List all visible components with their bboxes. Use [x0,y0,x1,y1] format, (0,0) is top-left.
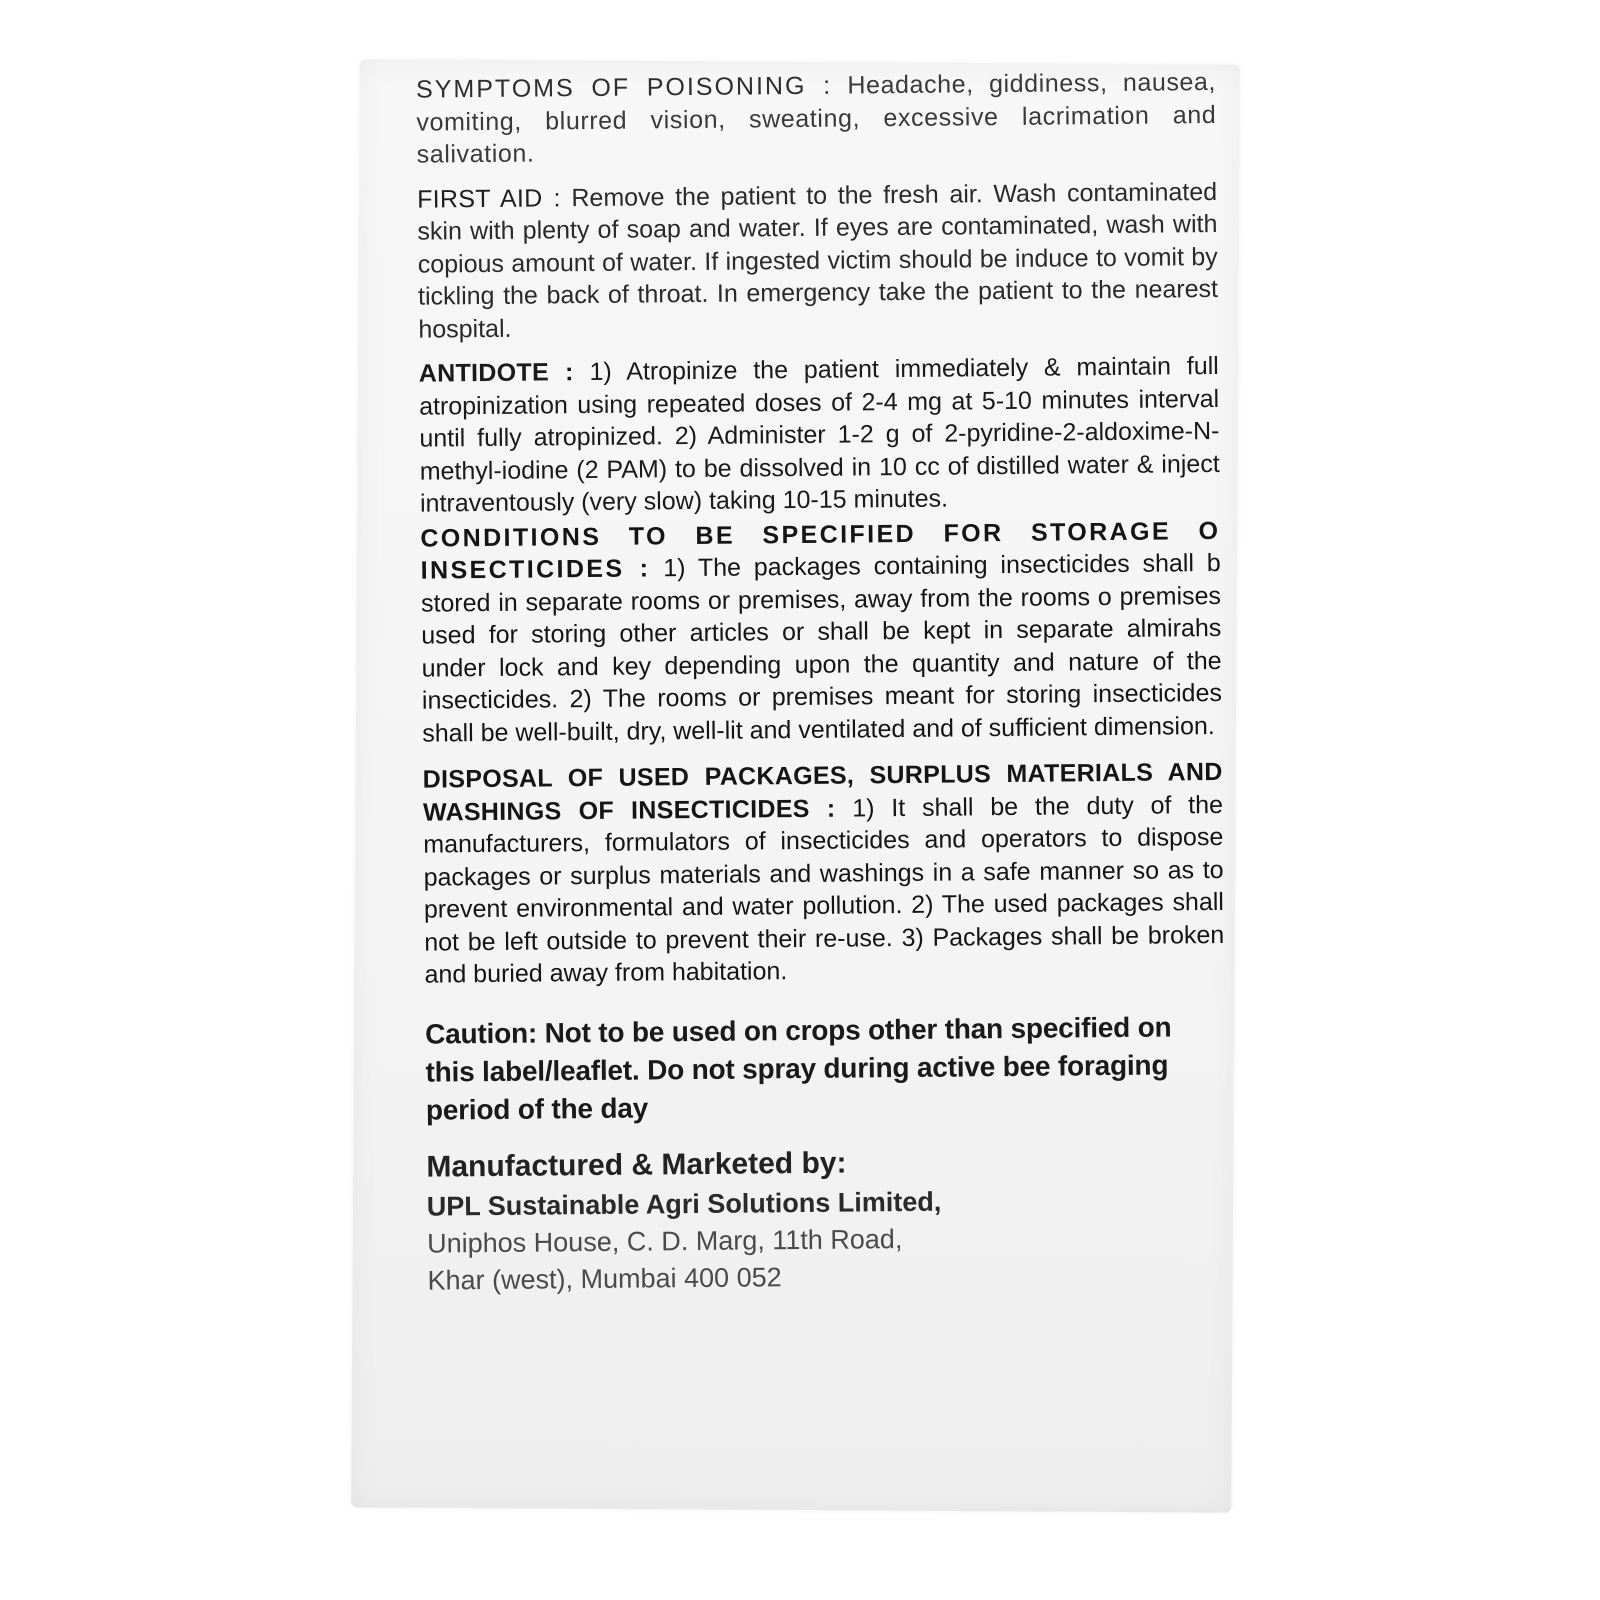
antidote-heading: ANTIDOTE : [418,358,574,388]
disposal-text: 1) It shall be the duty of the manufacturers, formulators of insecticides and operators to dispose packages or surplus materials and washings in a safe manner so as to prevent environmental and water pollution. 2) The used packages shall not be left outside to prevent their re-use. 3) Packages shall be broken and buried away from habitation. [423,790,1225,989]
first-aid-text: Remove the patient to the fresh air. Wash contaminated skin with plenty of soap and water. If eyes are contaminated, wash with copious amount of water. If ingested victim should be induce to vomit by tickling the back of throat. In emergency take the patient to the nearest hospital. [417,177,1219,344]
caution-notice: Caution: Not to be used on crops other than specified on this label/leaflet. Do not spray during active bee foraging period of the day [424,1010,1172,1126]
symptoms-section [416,66,1217,171]
manufacturer-company: UPL Sustainable Agri Solutions Limited, [426,1186,942,1222]
symptoms-heading: SYMPTOMS OF POISONING : [415,71,833,104]
product-leaflet [351,59,1240,1512]
first-aid-section [417,175,1219,345]
storage-conditions-section [420,514,1222,749]
manufacturer-address-line1: Uniphos House, C. D. Marg, 11th Road, [427,1223,903,1259]
leaflet-text-block [416,66,1228,1299]
disposal-heading: DISPOSAL OF USED PACKAGES, SURPLUS MATERIALS AND WASHINGS OF INSECTICIDES : [422,757,1223,827]
disposal-section [423,756,1225,991]
storage-conditions-text: 1) The packages containing insecticides shall b stored in separate rooms or premises, away from the rooms o premises used for storing other articles or shall be kept in separate almirahs under lock and key depending upon the quantity and nature of the insecticides. 2) The rooms or premises meant for storing insecticides shall be well-built, dry, well-lit and ventilated and of sufficient dimension. [420,548,1223,748]
first-aid-heading: FIRST AID : [416,183,561,214]
storage-conditions-heading: CONDITIONS TO BE SPECIFIED FOR STORAGE O INSECTICIDES : [420,516,1221,585]
symptoms-text: Headache, giddiness, nausea, vomiting, blurred vision, sweating, excessive lacrimation and salivation. [416,67,1217,169]
antidote-section [419,350,1221,520]
manufacturer-block [426,1139,1227,1299]
antidote-text: 1) Atropinize the patient immediately & maintain full atropinization using repeated doses of 2-4 mg at 5-10 minutes interval until fully atropinized. 2) Administer 1-2 g of 2-pyridine-2-aldoxime-N-methyl-iodine (2 PAM) to be dissolved in 10 cc of distilled water & inject intraventously (very slow) taking 10-15 minutes. [418,351,1220,518]
manufacturer-address-line2: Khar (west), Mumbai 400 052 [427,1261,782,1296]
manufacturer-heading: Manufactured & Marketed by: [426,1146,847,1184]
